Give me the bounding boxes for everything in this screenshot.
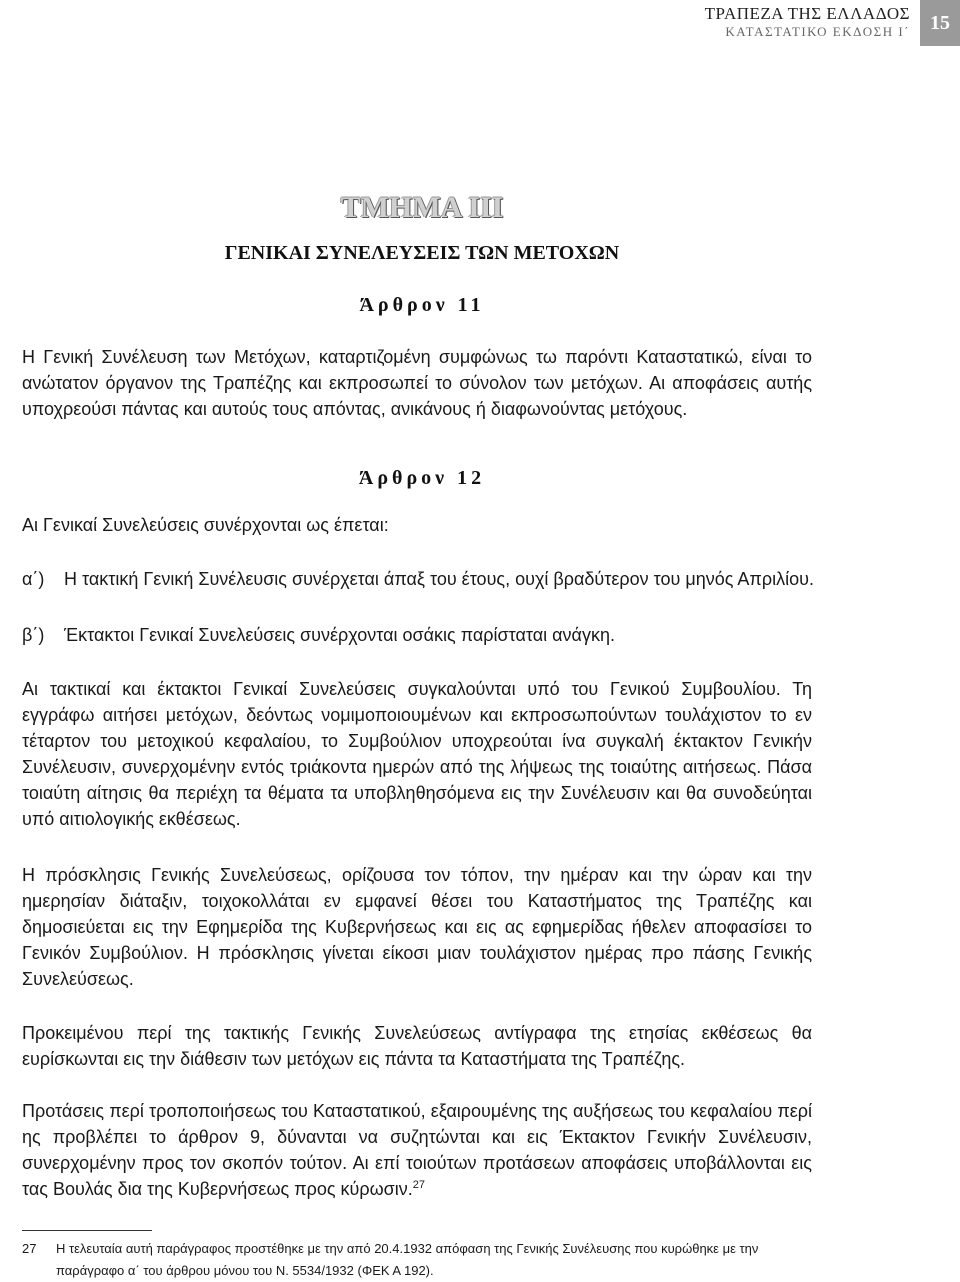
- article-12-paragraph-2: Η πρόσκλησις Γενικής Συνελεύσεως, ορίζουσα τον τόπον, την ημέραν και την ώραν και την ημερησίαν διάταξιν, τοιχοκολλάται εν εμφανεί θέσει του Καταστήματος της Τραπέζης και δημοσιεύεται εις την Εφημερίδα της Κυβερνήσεως και εις ας εφημερίδας ήθελεν αποφασίσει το Γενικόν Συμβούλιον. Η πρόσκλησις γίνεται είκοσι μιαν τουλάχιστον ημέρας προ πάσης Γενικής Συνελεύσεως.: [22, 865, 812, 989]
- article-11-heading: Άρθρον 11: [359, 294, 485, 316]
- footnote-divider: [22, 1230, 152, 1231]
- footnote: [22, 1238, 812, 1282]
- list-marker: α΄): [22, 569, 45, 589]
- list-marker: β΄): [22, 625, 45, 645]
- running-header: [705, 0, 960, 46]
- list-item-b: [22, 622, 854, 648]
- section-title: ΤΜΗΜΑ ΙΙΙ: [340, 191, 504, 224]
- header-title: ΤΡΑΠΕΖΑ ΤΗΣ ΕΛΛΑΔΟΣ: [704, 4, 910, 23]
- footnote-reference[interactable]: 27: [412, 1179, 426, 1191]
- list-item-a: [22, 566, 854, 592]
- header-text: [705, 0, 920, 46]
- paragraph-text: Προτάσεις περί τροποποιήσεως του Καταστατικού, εξαιρουμένης της αυξήσεως του κεφαλαίου περί ης προβλέπει το άρθρον 9, δύνανται να συζητώνται και εις Έκτακτον Γενικήν Συνέλευσιν, συνερχομένην προς τον σκοπόν τούτον. Αι επί τοιούτων προτάσεων αποφάσεις υποβάλλονται εις τας Βουλάς δια της Κυβερνήσεως προς κύρωσιν.: [22, 1101, 812, 1199]
- article-12-paragraph-1: Αι τακτικαί και έκτακτοι Γενικαί Συνελεύσεις συγκαλούνται υπό του Γενικού Συμβουλίου. Τη εγγράφω αιτήσει μετόχων, δεόντως νομιμοποιουμένων και εκπροσωπούντων τουλάχιστον το εν τέταρτον του μετοχικού κεφαλαίου, το Συμβούλιον υποχρεούται ίνα συγκαλή έκτακτον Γενικήν Συνέλευσιν, συνερχομένην εντός τριάκοντα ημερών από της λήψεως της τοιαύτης αιτήσεως. Πάσα τοιαύτη αίτησις θα περιέχη τα θέματα τα υποβληθησόμενα εις την Συνέλευσιν και θα συνοδεύηται υπό αιτιολογικής εκθέσεως.: [22, 679, 812, 829]
- page-number: 15: [920, 0, 960, 46]
- list-item-text: Έκτακτοι Γενικαί Συνελεύσεις συνέρχονται οσάκις παρίσταται ανάγκη.: [64, 625, 615, 645]
- article-11-text: Η Γενική Συνέλευση των Μετόχων, καταρτιζομένη συμφώνως τω παρόντι Καταστατικώ, είναι το ανώτατον όργανον της Τραπέζης και εκπροσωπεί το σύνολον των μετόχων. Αι αποφάσεις αυτής υποχρεούσι πάντας και αυτούς τους απόντας, ανικάνους ή διαφωνούντας μετόχους.: [22, 347, 812, 419]
- article-12-heading: Άρθρον 12: [358, 467, 486, 489]
- footnote-text: Η τελευταία αυτή παράγραφος προστέθηκε με την από 20.4.1932 απόφαση της Γενικής Συνέλευσης που κυρώθηκε με την παράγραφο α΄ του άρθρου μόνου του Ν. 5534/1932 (ΦΕΚ Α 192).: [56, 1241, 759, 1278]
- article-12-intro: Αι Γενικαί Συνελεύσεις συνέρχονται ως έπεται:: [22, 515, 389, 535]
- list-item-text: Η τακτική Γενική Συνέλευσις συνέρχεται άπαξ του έτους, ουχί βραδύτερον του μηνός Απριλίου.: [64, 569, 814, 589]
- section-subtitle: ΓΕΝΙΚΑΙ ΣΥΝΕΛΕΥΣΕΙΣ ΤΩΝ ΜΕΤΟΧΩΝ: [224, 242, 620, 264]
- footnote-number: 27: [22, 1241, 37, 1256]
- article-12-paragraph-4: [22, 1098, 812, 1202]
- article-12-paragraph-3: Προκειμένου περί της τακτικής Γενικής Συνελεύσεως αντίγραφα της ετησίας εκθέσεως θα ευρίσκωνται εις την διάθεσιν των μετόχων εις πάντα τα Καταστήματα της Τραπέζης.: [22, 1023, 812, 1069]
- header-subtitle: ΚΑΤΑΣΤΑΤΙΚΟ ΕΚΔΟΣΗ Ι΄: [725, 24, 910, 39]
